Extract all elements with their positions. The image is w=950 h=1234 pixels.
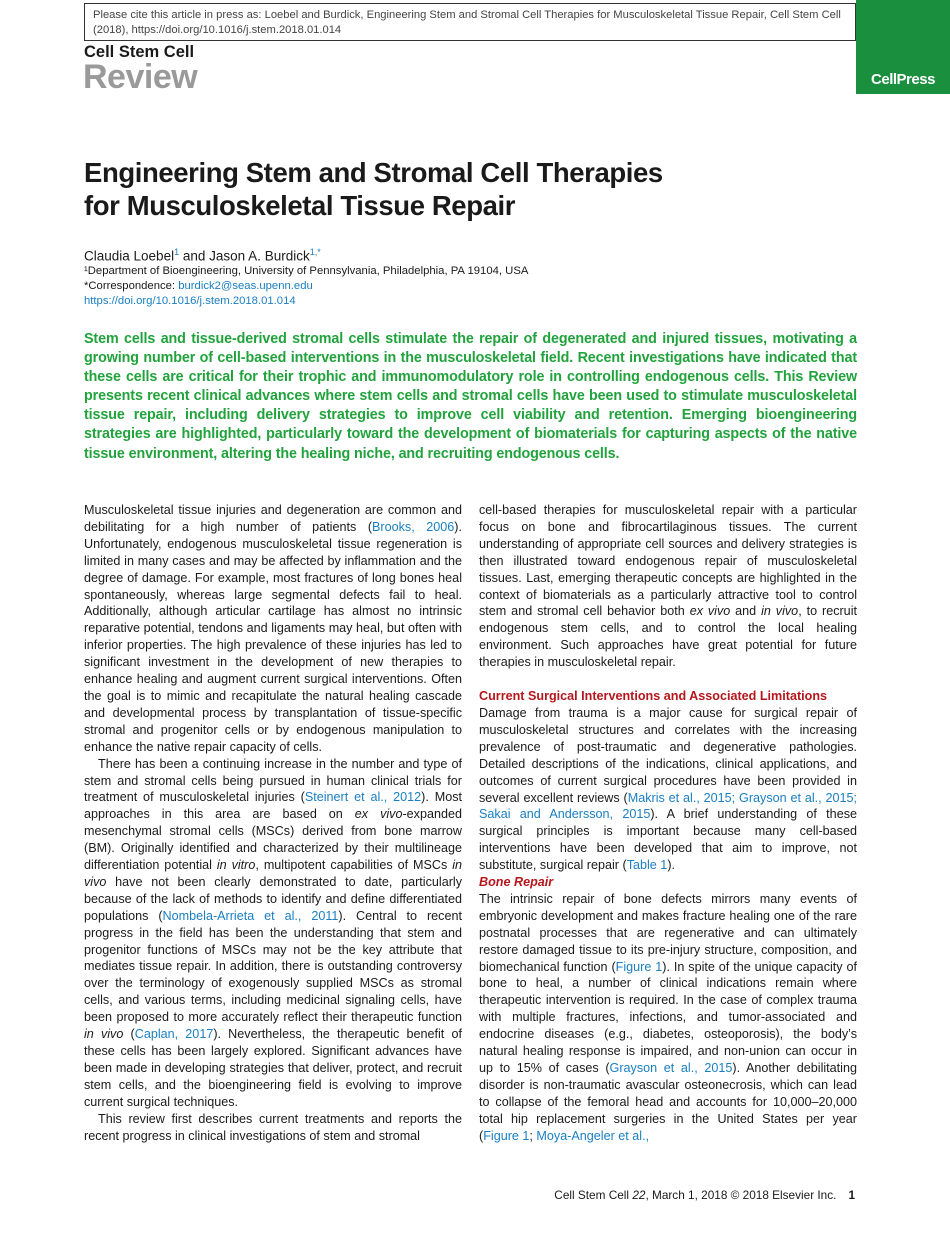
reference-link[interactable]: Makris et al., 2015; Grayson et al., 2015; Sakai and Andersson, 2015 [479, 790, 857, 822]
affiliation-marker: 1 [174, 247, 180, 257]
page-number: 1 [848, 1188, 855, 1202]
left-column [84, 502, 462, 1144]
affiliation-block [84, 264, 528, 309]
footer-journal: Cell Stem Cell [554, 1188, 633, 1202]
title-line-1: Engineering Stem and Stromal Cell Therapies [84, 157, 663, 188]
figure-link[interactable]: Figure 1 [483, 1128, 530, 1143]
subsection-heading: Bone Repair [479, 875, 554, 890]
page-footer [554, 1188, 855, 1202]
paragraph: Musculoskeletal tissue injuries and degeneration are common and debilitating for a high number of patients (Brooks, 2006). Unfortunately, endogenous musculoskeletal tissue regeneration is limited in many cases and may be affected by inflammation and the degree of damage. For example, most fractures of long bones heal spontaneously, whereas large segmental defects fail to heal. Additionally, although articular cartilage has almost no intrinsic reparative potential, tendons and ligaments may heal, but often with inferior properties. The high prevalence of these injuries has led to significant investment in the development of new therapies to enhance healing and augment current surgical interventions. Often the goal is to mimic and recapitulate the natural healing cascade and developmental process by transplantation of tissue-specific stromal and progenitor cells or by endogenous manipulation to enhance the native repair capacity of cells. [84, 503, 462, 754]
table-link[interactable]: Table 1 [626, 858, 668, 873]
author-list [84, 247, 321, 264]
abstract: Stem cells and tissue-derived stromal cells stimulate the repair of degenerated and injured tissues, motivating a growing number of cell-based interventions in the musculoskeletal field. Recent investigations have indicated that these cells are critical for their trophic and immunomodulatory role in controlling endogenous cells. This Review presents recent clinical advances where stem cells and stromal cells have been used to stimulate musculoskeletal tissue repair, including delivery strategies to improve cell viability and retention. Emerging bioengineering strategies are highlighted, particularly toward the development of biomaterials for capturing aspects of the native tissue environment, altering the healing niche, and recruiting endogenous cells. [84, 331, 857, 462]
doi-link[interactable]: https://doi.org/10.1016/j.stem.2018.01.014 [84, 295, 296, 307]
footer-volume: 22 [632, 1188, 646, 1202]
paragraph: Damage from trauma is a major cause for surgical repair of musculoskeletal structures and correlates with the increasing prevalence of post-traumatic and degenerative pathologies. Detailed descriptions of the indications, clinical applications, and outcomes of current surgical procedures have been provided in several excellent reviews (Makris et al., 2015; Grayson et al., 2015; Sakai and Andersson, 2015). A brief understanding of these surgical principles is important because many cell-based interventions have been developed that aim to improve, not substitute, surgical repair (Table 1). [479, 705, 857, 873]
affiliation-marker: 1,* [309, 247, 321, 257]
article-title [84, 156, 844, 222]
correspondence-email-link[interactable]: burdick2@seas.upenn.edu [178, 280, 313, 292]
paragraph: cell-based therapies for musculoskeletal repair with a particular focus on bone and fibrocartilaginous tissues. The current understanding of appropriate cell sources and delivery strategies is then illustrated toward endogenous repair of musculoskeletal tissues. Last, emerging therapeutic concepts are highlighted in the context of biomaterials as a particularly attractive tool to control stem and stromal cell behavior both ex vivo and in vivo, to recruit endogenous stem cells, and to control the local healing environment. Such approaches have great potential for future therapies in musculoskeletal repair. [479, 503, 857, 670]
correspondence-label: *Correspondence: [84, 280, 176, 292]
author-name: Claudia Loebel [84, 248, 175, 264]
paragraph: This review first describes current treatments and reports the recent progress in clinical investigations of stem and stromal [84, 1111, 462, 1143]
article-type: Review [83, 58, 198, 96]
section-heading: Current Surgical Interventions and Associated Limitations [479, 689, 828, 704]
correspondence [84, 279, 528, 294]
reference-link[interactable]: Nombela-Arrieta et al., 2011 [162, 908, 339, 923]
author-name: Jason A. Burdick [209, 248, 310, 264]
reference-link[interactable]: Steinert et al., 2012 [304, 790, 422, 805]
reference-link[interactable]: Brooks, 2006 [372, 519, 455, 534]
department: ¹Department of Bioengineering, University of Pennsylvania, Philadelphia, PA 19104, USA [84, 265, 529, 277]
paragraph: The intrinsic repair of bone defects mirrors many events of embryonic development and makes fracture healing one of the rare postnatal processes that are regenerative and can ultimately restore damaged tissue to its pre-injury structure, composition, and biomechanical function (Figure 1). In spite of the unique capacity of bone to heal, a number of clinical indications remain where therapeutic intervention is required. In the case of complex trauma with multiple fractures, infections, and tumor-associated and endocrine diseases (e.g., diabetes, osteoporosis), the body’s natural healing response is impaired, and non-union can occur in up to 15% of cases (Grayson et al., 2015). Another debilitating disorder is non-traumatic avascular osteonecrosis, which can lead to collapse of the femoral head and accounts for 10,000–20,000 total hip replacement surgeries in the United States per year (Figure 1; Moya-Angeler et al., [479, 891, 857, 1143]
reference-link[interactable]: Grayson et al., 2015 [609, 1061, 733, 1075]
citation-line-2: (2018), https://doi.org/10.1016/j.stem.2018.01.014 [93, 24, 342, 36]
right-column [479, 502, 857, 1145]
paragraph: There has been a continuing increase in the number and type of stem and stromal cells being pursued in human clinical trials for treatment of musculoskeletal injuries (Steinert et al., 2012). Most approaches in this area are based on ex vivo-expanded mesenchymal stromal cells (MSCs) derived from bone marrow (BM). Originally identified and characterized by their multilineage differentiation potential in vitro, multipotent capabilities of MSCs in vivo have not been clearly demonstrated to date, particularly because of the lack of methods to identify and define differentiated populations (Nombela-Arrieta et al., 2011). Central to recent progress in the field has been the understanding that stem and progenitor functions of MSCs may not be the key attribute that mediates tissue repair. In addition, there is outstanding controversy over the terminology of exogenously supplied MSCs as stromal cells, and various terms, including medicinal signaling cells, have been proposed to more accurately reflect their therapeutic function in vivo (Caplan, 2017). Nevertheless, the therapeutic benefit of these cells has been largely explored. Significant advances have been made in developing strategies that deliver, protect, and recruit stem cells, and the bioengineering field is evolving to improve current surgical techniques. [84, 756, 463, 1109]
footer-date: , March 1, 2018 © 2018 Elsevier Inc. [645, 1188, 837, 1202]
citation-box [84, 3, 856, 41]
journal-name: Cell Stem Cell [84, 43, 195, 61]
title-line-2: for Musculoskeletal Tissue Repair [84, 190, 516, 221]
reference-link[interactable]: Caplan, 2017 [134, 1027, 214, 1042]
citation-line-1: Please cite this article in press as: Loebel and Burdick, Engineering Stem and Stromal Cell Therapies for Musculoskeletal Tissue Repair, Cell Stem Cell [93, 9, 841, 21]
figure-link[interactable]: Figure 1 [615, 959, 663, 974]
author-conjunction: and [182, 248, 206, 264]
cellpress-logo: CellPress [856, 0, 950, 94]
reference-link[interactable]: Moya-Angeler et al., [536, 1128, 650, 1143]
